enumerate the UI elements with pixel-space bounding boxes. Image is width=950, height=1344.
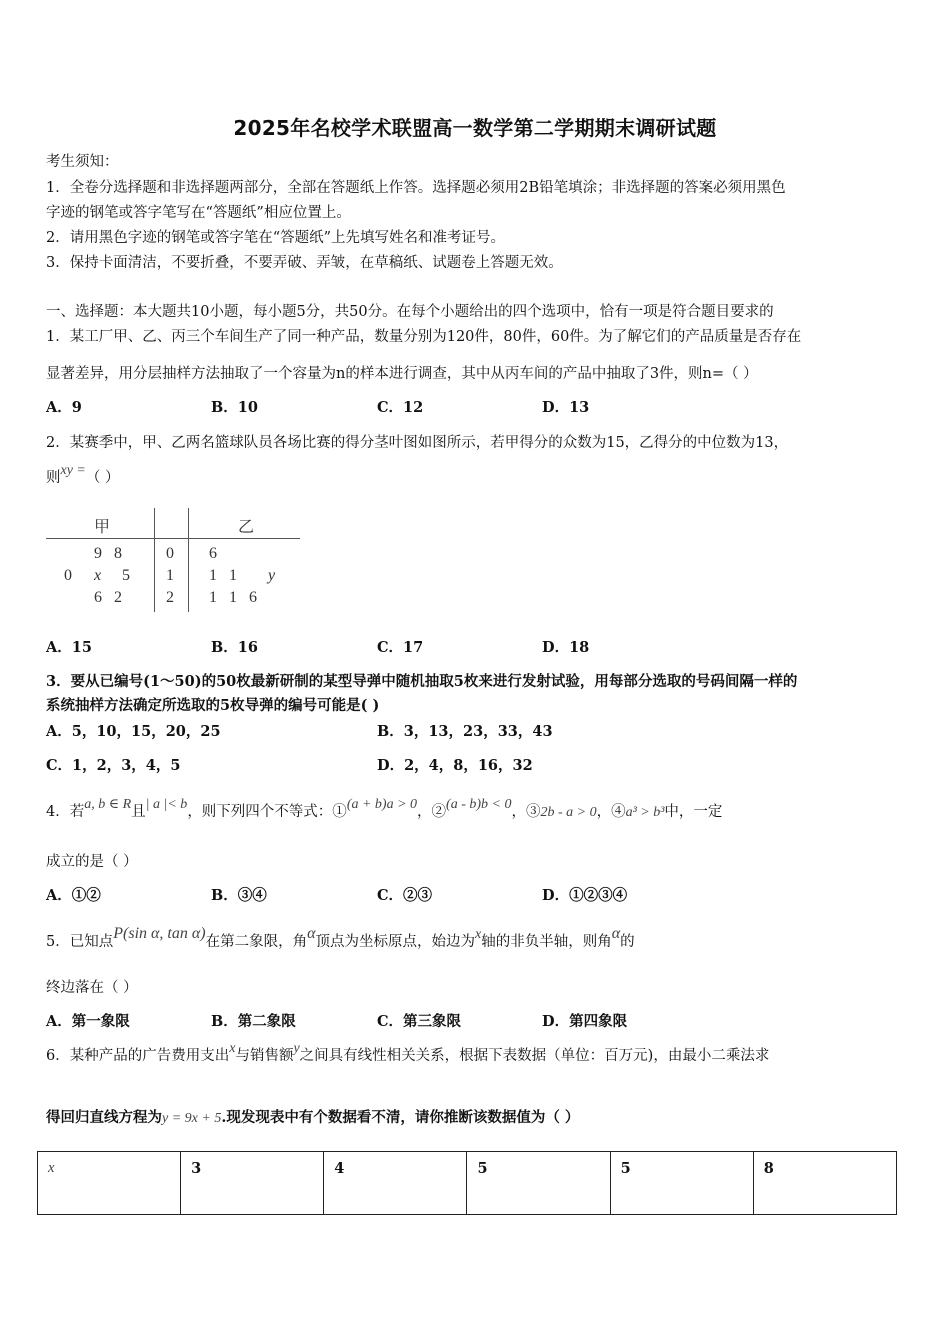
- q2-option-d[interactable]: D．18: [542, 639, 590, 656]
- q6-text-2: 与销售额: [235, 1048, 294, 1064]
- stem-leaf-row2-left-0: 0: [64, 567, 72, 584]
- q4-math-abs-a-lt-b: | a |< b: [145, 797, 188, 812]
- q4-math-ineq-2: (a - b)b < 0: [446, 797, 512, 812]
- q6-math-regression: y = 9x + 5: [162, 1111, 222, 1126]
- stem-leaf-divider-left: [154, 508, 155, 612]
- q6-text-4: 得回归直线方程为: [46, 1109, 162, 1126]
- q5-text-2: 在第二象限，角: [205, 934, 308, 950]
- q3-stem-line2: 系统抽样方法确定所选取的5枚导弹的编号可能是( ): [46, 697, 380, 714]
- page-title: 2025年名校学术联盟高一数学第二学期期末调研试题: [233, 116, 717, 140]
- q1-option-b[interactable]: B．10: [211, 399, 258, 416]
- table-row: [38, 1152, 897, 1215]
- q5-text-4: 轴的非负半轴，则角: [481, 934, 612, 950]
- stem-leaf-row2-y: y: [268, 567, 276, 584]
- q2-option-c[interactable]: C．17: [377, 639, 424, 656]
- q4-text-5: ，③: [511, 804, 541, 820]
- q5-option-d[interactable]: D．第四象限: [542, 1013, 628, 1030]
- stem-leaf-row2-stem: 1: [166, 567, 174, 584]
- table-cell: 5: [610, 1152, 753, 1215]
- q3-option-a[interactable]: A．5，10，15，20，25: [46, 723, 221, 740]
- q2-option-a[interactable]: A．15: [46, 639, 92, 656]
- stem-leaf-row3-left: 6 2: [94, 589, 122, 606]
- q5-text-3: 顶点为坐标原点，始边为: [315, 934, 475, 950]
- stem-leaf-row2-right: 1 1: [209, 567, 237, 584]
- table-header-x: x: [38, 1152, 181, 1215]
- notice-item-2: 2．请用黑色字迹的钢笔或答字笔在“答题纸”上先填写姓名和准考证号。: [46, 230, 506, 246]
- q2-stem-line1: 2．某赛季中，甲、乙两名篮球队员各场比赛的得分茎叶图如图所示，若甲得分的众数为15，乙得分的中位数为13，: [46, 435, 789, 451]
- section-heading: 一、选择题：本大题共10小题，每小题5分，共50分。在每个小题给出的四个选项中，恰有一项是符合题目要求的: [46, 304, 774, 320]
- notice-item-1-cont: 字迹的钢笔或答字笔写在“答题纸”相应位置上。: [46, 205, 351, 221]
- stem-leaf-row1-right: 6: [209, 545, 217, 562]
- q5-stem-line2: 终边落在（ ）: [46, 980, 138, 996]
- q5-option-c[interactable]: C．第三象限: [377, 1013, 462, 1030]
- notice-item-3: 3．保持卡面清洁，不要折叠，不要弄破、弄皱，在草稿纸、试题卷上答题无效。: [46, 255, 563, 271]
- q4-text-7: 中，一定: [664, 804, 723, 820]
- stem-leaf-plot: [46, 508, 300, 612]
- q4-text-2: 且: [131, 804, 146, 820]
- q4-option-a[interactable]: A．①②: [46, 887, 101, 904]
- table-cell: 4: [324, 1152, 467, 1215]
- stem-leaf-head-yi: 乙: [238, 519, 255, 536]
- q2-line2-pre: 则: [46, 470, 61, 486]
- stem-leaf-row1-stem: 0: [166, 545, 174, 562]
- stem-leaf-row2-left-x: x: [94, 567, 102, 584]
- q4-text-1: 4．若: [46, 804, 85, 820]
- q3-option-c[interactable]: C．1，2，3，4，5: [46, 757, 181, 774]
- q3-stem-line1: 3．要从已编号(1～50)的50枚最新研制的某型导弹中随机抽取5枚来进行发射试验，用每部分选取的号码间隔一样的: [46, 673, 798, 690]
- q4-math-ineq-1: (a + b)a > 0: [346, 797, 418, 812]
- stem-leaf-row1-left: 9 8: [94, 545, 122, 562]
- q4-option-d[interactable]: D．①②③④: [542, 887, 628, 904]
- q5-option-a[interactable]: A．第一象限: [46, 1013, 130, 1030]
- stem-leaf-row3-right: 1 1 6: [209, 589, 257, 606]
- q6-stem-line2: [46, 1108, 579, 1129]
- table-cell: 5: [467, 1152, 610, 1215]
- q6-text-5: .现发现表中有个数据看不清，请你推断该数据值为（ ）: [221, 1109, 580, 1126]
- q2-line2-post: （ ）: [85, 470, 120, 486]
- stem-leaf-divider-right: [188, 508, 189, 612]
- stem-leaf-header-rule: [46, 538, 300, 539]
- q1-option-a[interactable]: A．9: [46, 399, 82, 416]
- q1-stem-line2: 显著差异，用分层抽样方法抽取了一个容量为n的样本进行调查，其中从丙车间的产品中抽取了3件，则n=（ ）: [46, 366, 758, 382]
- q6-math-y: y: [293, 1041, 300, 1056]
- q4-math-ab-in-r: a, b ∈ R: [84, 797, 132, 812]
- stem-leaf-head-jia: 甲: [94, 519, 111, 536]
- q2-option-b[interactable]: B．16: [211, 639, 258, 656]
- q6-math-x: x: [229, 1041, 236, 1056]
- q4-text-6: ，④: [596, 804, 626, 820]
- notice-heading: 考生须知：: [46, 154, 119, 170]
- q5-stem-line1: [46, 925, 635, 953]
- q6-stem-line1: [46, 1041, 770, 1067]
- q3-option-d[interactable]: D．2，4，8，16，32: [377, 757, 533, 774]
- table-cell: 8: [753, 1152, 896, 1215]
- notice-item-1: 1．全卷分选择题和非选择题两部分，全部在答题纸上作答。选择题必须用2B铅笔填涂；非选择题的答案必须用黑色: [46, 180, 786, 196]
- q5-math-x: x: [474, 927, 482, 942]
- q3-option-b[interactable]: B．3，13，23，33，43: [377, 723, 553, 740]
- q5-text-1: 5．已知点: [46, 934, 114, 950]
- stem-leaf-row3-stem: 2: [166, 589, 174, 606]
- q4-option-c[interactable]: C．②③: [377, 887, 433, 904]
- q4-stem-line2: 成立的是（ ）: [46, 854, 138, 870]
- q4-math-ineq-4: a³ > b³: [625, 805, 665, 820]
- q6-data-table: [37, 1151, 897, 1215]
- q5-math-alpha-2: α: [611, 925, 621, 942]
- q5-text-5: 的: [620, 934, 635, 950]
- q4-math-ineq-3: 2b - a > 0: [540, 805, 597, 820]
- q4-text-4: ，②: [417, 804, 447, 820]
- q1-option-c[interactable]: C．12: [377, 399, 424, 416]
- q6-text-3: 之间具有线性相关关系，根据下表数据（单位：百万元)，由最小二乘法求: [299, 1048, 770, 1064]
- table-cell: 3: [181, 1152, 324, 1215]
- stem-leaf-row2-left-5: 5: [122, 567, 130, 584]
- q5-math-alpha-1: α: [307, 925, 316, 942]
- q4-text-3: ，则下列四个不等式：①: [187, 804, 347, 820]
- q2-stem-line2: [46, 463, 120, 489]
- q1-option-d[interactable]: D．13: [542, 399, 590, 416]
- q2-math-xy: xy =: [60, 463, 86, 478]
- q1-stem-line1: 1．某工厂甲、乙、丙三个车间生产了同一种产品，数量分别为120件，80件，60件。为了解它们的产品质量是否存在: [46, 329, 802, 345]
- q5-math-point-p: P(sin α, tan α): [113, 925, 206, 942]
- q5-option-b[interactable]: B．第二象限: [211, 1013, 296, 1030]
- q4-stem-line1: [46, 797, 723, 823]
- q4-option-b[interactable]: B．③④: [211, 887, 267, 904]
- q6-text-1: 6．某种产品的广告费用支出: [46, 1048, 230, 1064]
